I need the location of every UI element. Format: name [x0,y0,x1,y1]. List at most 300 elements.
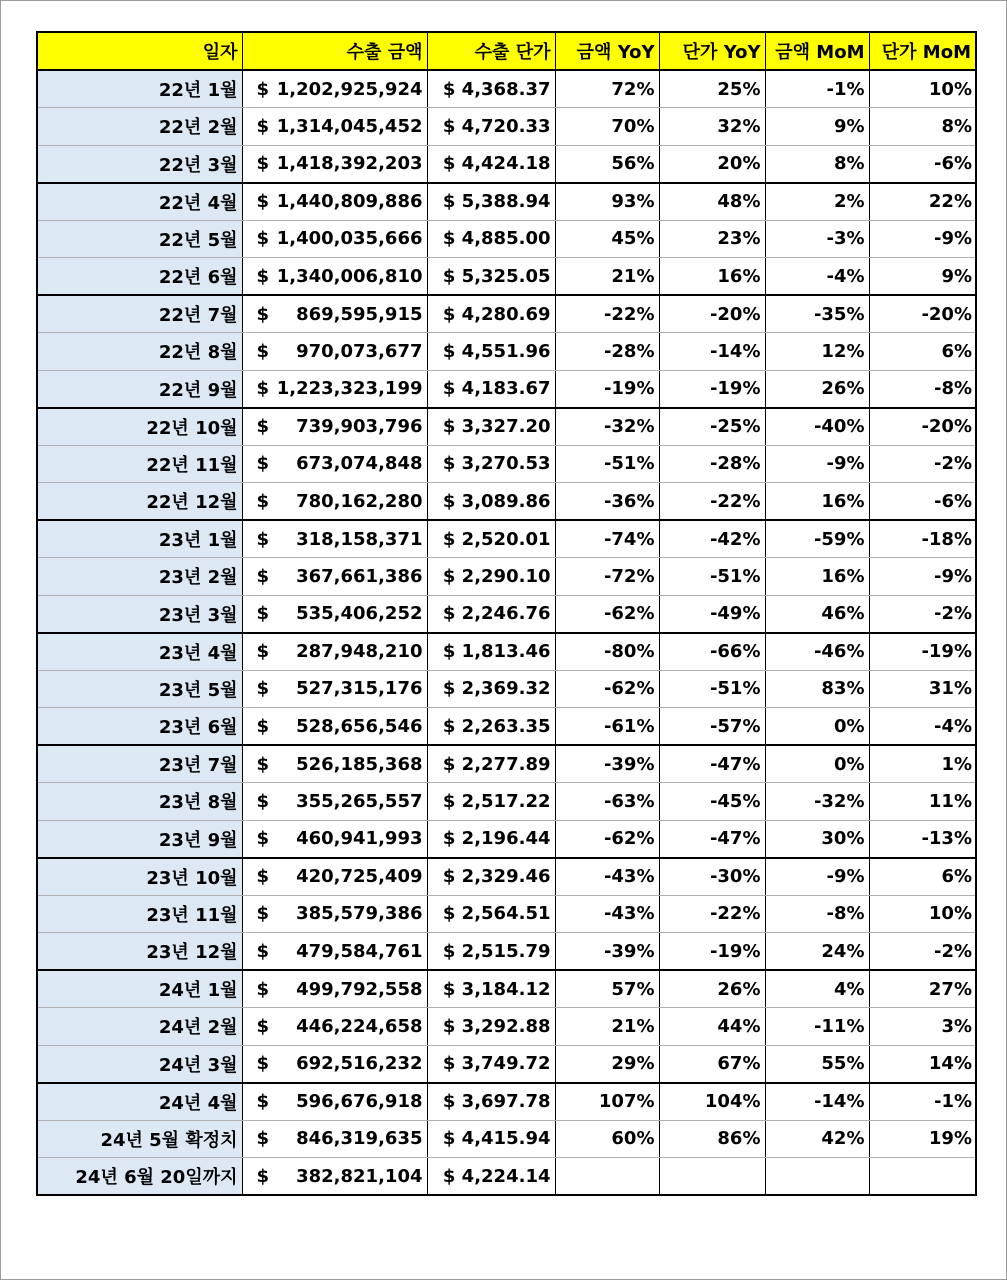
amount-value: 446,224,658 [296,1015,423,1037]
price-yoy-cell[interactable]: -14% [659,333,765,371]
price-yoy-cell[interactable]: -22% [659,895,765,933]
amount-cell[interactable] [242,1008,427,1046]
amount-value: 528,656,546 [296,715,423,737]
amount-value: 526,185,368 [296,753,423,775]
currency-symbol: $ [256,115,270,137]
currency-symbol: $ [256,1053,270,1074]
date-cell[interactable]: 23년 11월 [37,895,242,933]
amount-mom-cell[interactable]: 2% [765,183,869,221]
amount-yoy-cell[interactable]: -36% [555,483,659,521]
amount-yoy-cell[interactable]: 107% [555,1083,659,1121]
price-cell[interactable]: $ 2,196.44 [427,820,555,858]
price-mom-cell[interactable]: 3% [869,1008,976,1046]
table-row [37,633,976,671]
price-yoy-cell[interactable]: -45% [659,783,765,821]
header-amount-yoy[interactable]: 금액 YoY [555,32,659,70]
amount-value: 318,158,371 [296,528,423,550]
date-cell[interactable]: 24년 4월 [37,1083,242,1121]
amount-value: 1,418,392,203 [276,153,423,174]
amount-mom-cell[interactable]: -3% [765,220,869,258]
amount-yoy-cell[interactable]: -22% [555,295,659,333]
amount-cell[interactable] [242,258,427,296]
amount-cell[interactable] [242,70,427,108]
amount-mom-cell[interactable]: 12% [765,333,869,371]
price-mom-cell[interactable]: -2% [869,445,976,483]
amount-value: 499,792,558 [296,978,423,1000]
price-yoy-cell[interactable]: 86% [659,1120,765,1158]
date-cell[interactable]: 24년 6월 20일까지 [37,1158,242,1196]
price-mom-cell[interactable]: 1% [869,745,976,783]
date-cell[interactable]: 22년 3월 [37,145,242,183]
amount-mom-cell[interactable]: -9% [765,445,869,483]
price-yoy-cell[interactable]: -30% [659,858,765,896]
price-mom-cell[interactable]: -4% [869,708,976,746]
price-cell[interactable]: $ 4,424.18 [427,145,555,183]
price-cell[interactable]: $ 1,813.46 [427,633,555,671]
price-mom-cell[interactable] [869,1158,976,1196]
price-cell[interactable]: $ 3,089.86 [427,483,555,521]
header-export-price[interactable]: 수출 단가 [427,32,555,70]
currency-symbol: $ [256,528,270,550]
header-date[interactable]: 일자 [37,32,242,70]
date-cell[interactable]: 23년 3월 [37,595,242,633]
amount-value: 355,265,557 [296,790,423,812]
price-yoy-cell[interactable]: 20% [659,145,765,183]
date-cell[interactable]: 23년 9월 [37,820,242,858]
amount-yoy-cell[interactable]: 56% [555,145,659,183]
currency-symbol: $ [256,940,270,962]
currency-symbol: $ [256,490,270,512]
price-cell[interactable]: $ 5,325.05 [427,258,555,296]
amount-cell[interactable] [242,370,427,408]
amount-mom-cell[interactable]: 16% [765,483,869,521]
price-mom-cell[interactable]: -9% [869,558,976,596]
amount-value: 739,903,796 [296,416,423,437]
date-cell[interactable]: 23년 12월 [37,933,242,971]
amount-cell[interactable] [242,408,427,446]
amount-mom-cell[interactable]: -11% [765,1008,869,1046]
amount-mom-cell[interactable]: -9% [765,858,869,896]
price-yoy-cell[interactable]: 32% [659,108,765,146]
date-cell[interactable]: 22년 8월 [37,333,242,371]
currency-symbol: $ [256,340,270,362]
price-cell[interactable]: $ 3,327.20 [427,408,555,446]
amount-mom-cell[interactable]: 83% [765,670,869,708]
amount-cell[interactable] [242,295,427,333]
amount-mom-cell[interactable] [765,1158,869,1196]
price-cell[interactable]: $ 4,551.96 [427,333,555,371]
price-mom-cell[interactable]: -13% [869,820,976,858]
table-row [37,295,976,333]
date-cell[interactable]: 23년 4월 [37,633,242,671]
date-cell[interactable]: 24년 5월 확정치 [37,1120,242,1158]
currency-symbol: $ [256,1165,270,1187]
amount-yoy-cell[interactable]: -28% [555,333,659,371]
price-cell[interactable]: $ 2,517.22 [427,783,555,821]
currency-symbol: $ [256,153,270,174]
currency-symbol: $ [256,228,270,250]
currency-symbol: $ [256,828,270,849]
price-yoy-cell[interactable]: -25% [659,408,765,446]
amount-mom-cell[interactable]: 9% [765,108,869,146]
price-yoy-cell[interactable]: 16% [659,258,765,296]
amount-mom-cell[interactable]: 30% [765,820,869,858]
amount-mom-cell[interactable]: 8% [765,145,869,183]
amount-cell[interactable] [242,220,427,258]
header-amount-mom[interactable]: 금액 MoM [765,32,869,70]
price-mom-cell[interactable]: 19% [869,1120,976,1158]
price-yoy-cell[interactable]: -28% [659,445,765,483]
price-mom-cell[interactable]: 10% [869,70,976,108]
amount-yoy-cell[interactable]: 21% [555,258,659,296]
table-row [37,333,976,371]
price-cell[interactable]: $ 4,885.00 [427,220,555,258]
amount-mom-cell[interactable]: 0% [765,745,869,783]
table-row [37,108,976,146]
amount-cell[interactable] [242,745,427,783]
amount-cell[interactable] [242,445,427,483]
currency-symbol: $ [256,866,270,887]
date-cell[interactable]: 23년 10월 [37,858,242,896]
currency-symbol: $ [256,1128,270,1150]
currency-symbol: $ [256,565,270,587]
amount-cell[interactable] [242,670,427,708]
amount-cell[interactable] [242,708,427,746]
price-cell[interactable]: $ 2,290.10 [427,558,555,596]
amount-value: 1,440,809,886 [276,191,423,212]
price-yoy-cell[interactable] [659,1158,765,1196]
amount-value: 527,315,176 [296,678,423,700]
amount-cell[interactable] [242,1158,427,1196]
header-price-yoy[interactable]: 단가 YoY [659,32,765,70]
amount-yoy-cell[interactable]: -74% [555,520,659,558]
amount-yoy-cell[interactable]: -43% [555,895,659,933]
price-yoy-cell[interactable]: -66% [659,633,765,671]
amount-cell[interactable] [242,970,427,1008]
date-cell[interactable]: 22년 10월 [37,408,242,446]
amount-mom-cell[interactable]: -1% [765,70,869,108]
amount-yoy-cell[interactable]: -51% [555,445,659,483]
amount-yoy-cell[interactable]: 72% [555,70,659,108]
price-cell[interactable]: $ 3,292.88 [427,1008,555,1046]
price-yoy-cell[interactable]: -22% [659,483,765,521]
amount-yoy-cell[interactable]: -62% [555,820,659,858]
price-mom-cell[interactable]: 14% [869,1045,976,1083]
amount-yoy-cell[interactable]: 57% [555,970,659,1008]
table-row [37,670,976,708]
amount-cell[interactable] [242,858,427,896]
table-row [37,520,976,558]
date-cell[interactable]: 23년 1월 [37,520,242,558]
date-cell[interactable]: 22년 5월 [37,220,242,258]
price-cell[interactable]: $ 3,270.53 [427,445,555,483]
amount-yoy-cell[interactable]: -62% [555,670,659,708]
table-row [37,183,976,221]
currency-symbol: $ [256,416,270,437]
price-yoy-cell[interactable]: -19% [659,370,765,408]
price-mom-cell[interactable]: 22% [869,183,976,221]
amount-yoy-cell[interactable]: -39% [555,933,659,971]
amount-cell[interactable] [242,108,427,146]
table-row [37,970,976,1008]
amount-cell[interactable] [242,558,427,596]
price-mom-cell[interactable]: -8% [869,370,976,408]
amount-cell[interactable] [242,595,427,633]
header-price-mom[interactable]: 단가 MoM [869,32,976,70]
price-yoy-cell[interactable]: -19% [659,933,765,971]
amount-cell[interactable] [242,1120,427,1158]
date-cell[interactable]: 22년 12월 [37,483,242,521]
amount-yoy-cell[interactable]: 60% [555,1120,659,1158]
price-cell[interactable]: $ 2,564.51 [427,895,555,933]
date-cell[interactable]: 22년 9월 [37,370,242,408]
currency-symbol: $ [256,978,270,1000]
amount-value: 287,948,210 [296,641,423,662]
price-cell[interactable]: $ 4,368.37 [427,70,555,108]
amount-yoy-cell[interactable]: -39% [555,745,659,783]
date-cell[interactable]: 23년 6월 [37,708,242,746]
amount-value: 970,073,677 [296,340,423,362]
table-row [37,933,976,971]
header-row [37,32,976,70]
amount-value: 479,584,761 [296,940,423,962]
date-cell[interactable]: 22년 4월 [37,183,242,221]
currency-symbol: $ [256,303,270,325]
price-yoy-cell[interactable]: 26% [659,970,765,1008]
amount-mom-cell[interactable]: -40% [765,408,869,446]
price-yoy-cell[interactable]: -57% [659,708,765,746]
table-row [37,858,976,896]
price-mom-cell[interactable]: -1% [869,1083,976,1121]
price-mom-cell[interactable]: 8% [869,108,976,146]
price-cell[interactable]: $ 2,329.46 [427,858,555,896]
currency-symbol: $ [256,1091,270,1112]
date-cell[interactable]: 22년 6월 [37,258,242,296]
price-yoy-cell[interactable]: -47% [659,820,765,858]
amount-value: 420,725,409 [296,866,423,887]
price-yoy-cell[interactable]: -20% [659,295,765,333]
price-yoy-cell[interactable]: 23% [659,220,765,258]
amount-value: 460,941,993 [296,828,423,849]
amount-mom-cell[interactable]: 4% [765,970,869,1008]
amount-cell[interactable] [242,1083,427,1121]
amount-cell[interactable] [242,820,427,858]
price-cell[interactable]: $ 4,280.69 [427,295,555,333]
amount-yoy-cell[interactable]: -43% [555,858,659,896]
amount-cell[interactable] [242,333,427,371]
currency-symbol: $ [256,641,270,662]
amount-cell[interactable] [242,895,427,933]
date-cell[interactable]: 24년 3월 [37,1045,242,1083]
price-yoy-cell[interactable]: -51% [659,558,765,596]
currency-symbol: $ [256,790,270,812]
price-yoy-cell[interactable]: 67% [659,1045,765,1083]
amount-mom-cell[interactable]: 46% [765,595,869,633]
table-row [37,370,976,408]
currency-symbol: $ [256,678,270,700]
price-yoy-cell[interactable]: -42% [659,520,765,558]
price-mom-cell[interactable]: 10% [869,895,976,933]
date-cell[interactable]: 22년 7월 [37,295,242,333]
price-cell[interactable]: $ 4,415.94 [427,1120,555,1158]
price-yoy-cell[interactable]: -49% [659,595,765,633]
table-row [37,708,976,746]
price-cell[interactable]: $ 4,183.67 [427,370,555,408]
amount-mom-cell[interactable]: 42% [765,1120,869,1158]
price-cell[interactable]: $ 4,720.33 [427,108,555,146]
amount-cell[interactable] [242,183,427,221]
amount-yoy-cell[interactable]: 21% [555,1008,659,1046]
amount-yoy-cell[interactable]: -32% [555,408,659,446]
price-mom-cell[interactable]: -20% [869,408,976,446]
price-yoy-cell[interactable]: 44% [659,1008,765,1046]
price-yoy-cell[interactable]: -51% [659,670,765,708]
amount-yoy-cell[interactable]: -63% [555,783,659,821]
currency-symbol: $ [256,378,270,399]
amount-cell[interactable] [242,483,427,521]
price-mom-cell[interactable]: -9% [869,220,976,258]
currency-symbol: $ [256,715,270,737]
amount-value: 1,202,925,924 [276,78,423,100]
date-cell[interactable]: 23년 2월 [37,558,242,596]
price-mom-cell[interactable]: 6% [869,858,976,896]
amount-cell[interactable] [242,783,427,821]
price-mom-cell[interactable]: -2% [869,933,976,971]
price-cell[interactable]: $ 2,277.89 [427,745,555,783]
table-row [37,820,976,858]
amount-yoy-cell[interactable]: -80% [555,633,659,671]
table-row [37,1008,976,1046]
amount-cell[interactable] [242,933,427,971]
date-cell[interactable]: 22년 2월 [37,108,242,146]
amount-yoy-cell[interactable]: 93% [555,183,659,221]
amount-cell[interactable] [242,145,427,183]
price-yoy-cell[interactable]: 25% [659,70,765,108]
price-mom-cell[interactable]: -6% [869,145,976,183]
amount-value: 382,821,104 [296,1165,423,1187]
amount-yoy-cell[interactable]: 45% [555,220,659,258]
date-cell[interactable]: 23년 5월 [37,670,242,708]
amount-yoy-cell[interactable] [555,1158,659,1196]
table-row [37,445,976,483]
amount-mom-cell[interactable]: -59% [765,520,869,558]
amount-cell[interactable] [242,520,427,558]
amount-value: 780,162,280 [296,490,423,512]
amount-yoy-cell[interactable]: -62% [555,595,659,633]
amount-value: 1,314,045,452 [276,115,423,137]
price-mom-cell[interactable]: 9% [869,258,976,296]
date-cell[interactable]: 23년 7월 [37,745,242,783]
amount-yoy-cell[interactable]: 70% [555,108,659,146]
price-cell[interactable]: $ 2,515.79 [427,933,555,971]
amount-mom-cell[interactable]: -46% [765,633,869,671]
price-mom-cell[interactable]: 27% [869,970,976,1008]
table-row [37,483,976,521]
price-cell[interactable]: $ 2,263.35 [427,708,555,746]
table-row [37,1158,976,1196]
table-row [37,895,976,933]
amount-yoy-cell[interactable]: -19% [555,370,659,408]
price-cell[interactable]: $ 3,184.12 [427,970,555,1008]
price-yoy-cell[interactable]: 48% [659,183,765,221]
amount-mom-cell[interactable]: 0% [765,708,869,746]
amount-mom-cell[interactable]: -8% [765,895,869,933]
amount-value: 535,406,252 [296,603,423,624]
amount-yoy-cell[interactable]: 29% [555,1045,659,1083]
amount-value: 1,340,006,810 [276,265,423,287]
currency-symbol: $ [256,453,270,475]
amount-value: 596,676,918 [296,1091,423,1112]
amount-yoy-cell[interactable]: -72% [555,558,659,596]
price-mom-cell[interactable]: -6% [869,483,976,521]
table-row [37,558,976,596]
amount-value: 1,400,035,666 [276,228,423,250]
table-row [37,745,976,783]
header-export-amount[interactable]: 수출 금액 [242,32,427,70]
amount-mom-cell[interactable]: 55% [765,1045,869,1083]
price-cell[interactable]: $ 2,246.76 [427,595,555,633]
price-cell[interactable]: $ 3,749.72 [427,1045,555,1083]
amount-value: 673,074,848 [296,453,423,475]
currency-symbol: $ [256,903,270,925]
price-cell[interactable]: $ 3,697.78 [427,1083,555,1121]
currency-symbol: $ [256,265,270,287]
date-cell[interactable]: 24년 2월 [37,1008,242,1046]
price-mom-cell[interactable]: 31% [869,670,976,708]
date-cell[interactable]: 23년 8월 [37,783,242,821]
amount-mom-cell[interactable]: -4% [765,258,869,296]
amount-mom-cell[interactable]: 26% [765,370,869,408]
amount-mom-cell[interactable]: -35% [765,295,869,333]
currency-symbol: $ [256,191,270,212]
price-cell[interactable]: $ 4,224.14 [427,1158,555,1196]
table-row [37,1045,976,1083]
date-cell[interactable]: 22년 11월 [37,445,242,483]
table-row [37,258,976,296]
price-mom-cell[interactable]: -2% [869,595,976,633]
price-mom-cell[interactable]: -20% [869,295,976,333]
price-cell[interactable]: $ 5,388.94 [427,183,555,221]
table-row [37,408,976,446]
amount-yoy-cell[interactable]: -61% [555,708,659,746]
price-mom-cell[interactable]: 11% [869,783,976,821]
date-cell[interactable]: 24년 1월 [37,970,242,1008]
table-row [37,220,976,258]
date-cell[interactable]: 22년 1월 [37,70,242,108]
table-row [37,70,976,108]
price-yoy-cell[interactable]: -47% [659,745,765,783]
price-cell[interactable]: $ 2,520.01 [427,520,555,558]
price-cell[interactable]: $ 2,369.32 [427,670,555,708]
amount-mom-cell[interactable]: -32% [765,783,869,821]
amount-value: 367,661,386 [296,565,423,587]
table-row [37,1083,976,1121]
price-mom-cell[interactable]: -19% [869,633,976,671]
table-row [37,1120,976,1158]
amount-value: 869,595,915 [296,303,423,325]
amount-mom-cell[interactable]: 24% [765,933,869,971]
amount-cell[interactable] [242,633,427,671]
table-row [37,783,976,821]
price-yoy-cell[interactable]: 104% [659,1083,765,1121]
table-row [37,145,976,183]
amount-mom-cell[interactable]: -14% [765,1083,869,1121]
amount-value: 692,516,232 [296,1053,423,1074]
price-mom-cell[interactable]: -18% [869,520,976,558]
amount-cell[interactable] [242,1045,427,1083]
amount-mom-cell[interactable]: 16% [765,558,869,596]
price-mom-cell[interactable]: 6% [869,333,976,371]
